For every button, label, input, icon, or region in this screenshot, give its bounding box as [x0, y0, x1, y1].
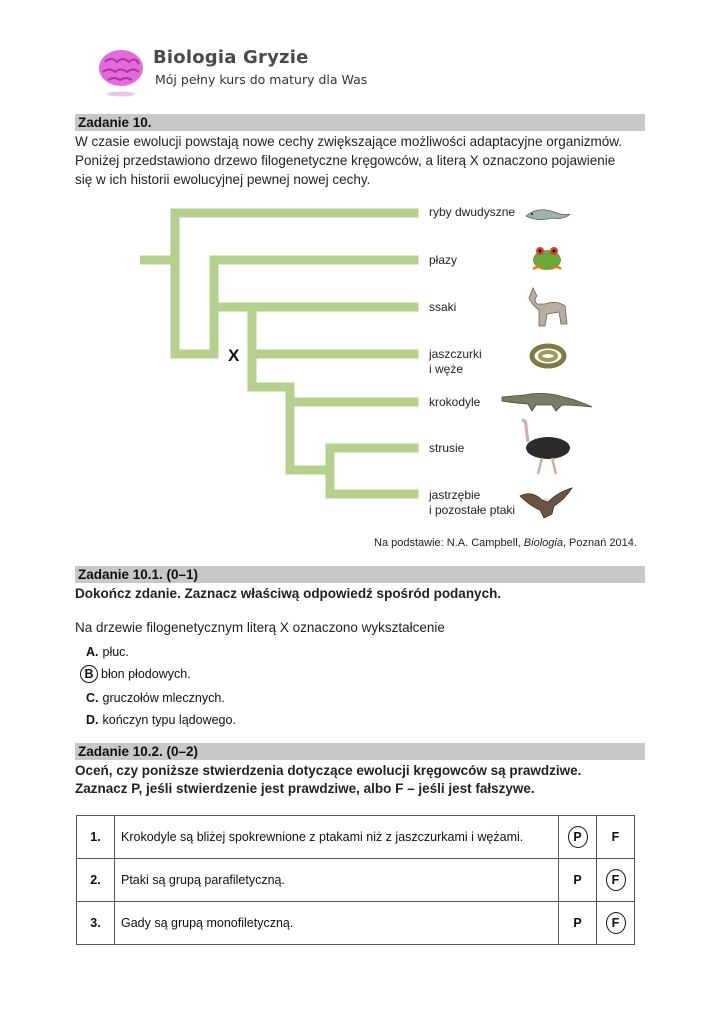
- answer-p-cell[interactable]: P: [559, 902, 597, 945]
- task1-instruction: Dokończ zdanie. Zaznacz właściwą odpowiedź spośród podanych.: [75, 586, 502, 601]
- circled-answer: F: [606, 869, 626, 891]
- option-text: kończyn typu lądowego.: [102, 713, 236, 727]
- task2-instruction-2: Zaznacz P, jeśli stwierdzenie jest prawdziwe, albo F – jeśli jest fałszywe.: [75, 781, 535, 796]
- task-intro-line-2: Poniżej przedstawiono drzewo filogenetyczne kręgowców, a literą X oznaczono pojawienie: [75, 153, 616, 168]
- crocodile-icon: [500, 387, 594, 413]
- phylogenetic-tree: [140, 196, 430, 526]
- leaf-label: i pozostałe ptaki: [429, 503, 516, 517]
- task2-instruction-1: Oceń, czy poniższe stwierdzenia dotyczące ewolucji kręgowców są prawdziwe.: [75, 763, 582, 778]
- table-row: [77, 816, 635, 859]
- leaf-label: ssaki: [429, 300, 457, 314]
- brand-subtitle: Mój pełny kurs do matury dla Was: [155, 72, 368, 87]
- answer-p-cell[interactable]: [559, 816, 597, 859]
- task2-title: Zadanie 10.2. (0–2): [78, 744, 199, 759]
- statement-text: Ptaki są grupą parafiletyczną.: [115, 859, 559, 902]
- statement-text: Krokodyle są bliżej spokrewnione z ptakami niż z jaszczurkami i wężami.: [115, 816, 559, 859]
- hawk-icon: [518, 486, 574, 520]
- source-book: Biologia: [523, 537, 563, 549]
- lungfish-icon: [524, 202, 572, 224]
- leaf-label: jaszczurki: [429, 347, 482, 361]
- option-d[interactable]: [86, 713, 236, 727]
- answer-p-cell[interactable]: P: [559, 859, 597, 902]
- circled-answer: F: [606, 912, 626, 934]
- task2-header-bar: [75, 743, 645, 760]
- task1-header-bar: [75, 566, 645, 583]
- row-number: 2.: [77, 859, 115, 902]
- task-intro-line-3: się w ich historii ewolucyjnej pewnej nowej cechy.: [75, 172, 371, 187]
- leaf-label: strusie: [429, 441, 465, 455]
- brain-logo-icon: [96, 46, 146, 98]
- frog-icon: [529, 243, 565, 273]
- answer-f-cell[interactable]: F: [597, 816, 635, 859]
- statements-table: [76, 815, 635, 945]
- selected-answer-circle: B: [80, 665, 98, 683]
- source-suffix: , Poznań 2014.: [562, 537, 637, 549]
- option-letter: A.: [86, 645, 99, 659]
- task1-stem: Na drzewie filogenetycznym literą X oznaczono wykształcenie: [75, 620, 445, 635]
- row-number: 1.: [77, 816, 115, 859]
- leaf-label: ryby dwudyszne: [429, 205, 516, 219]
- option-text: błon płodowych.: [101, 667, 191, 681]
- task1-title: Zadanie 10.1. (0–1): [78, 567, 199, 582]
- statement-text: Gady są grupą monofiletyczną.: [115, 902, 559, 945]
- table-row: [77, 902, 635, 945]
- leaf-label: i węże: [429, 362, 464, 376]
- task-title: Zadanie 10.: [78, 115, 152, 130]
- option-letter: C.: [86, 691, 99, 705]
- answer-f-cell[interactable]: [597, 902, 635, 945]
- source-citation: [374, 537, 637, 549]
- leaf-label: jastrzębie: [429, 488, 481, 502]
- snake-icon: [528, 340, 568, 370]
- task-intro-line-1: W czasie ewolucji powstają nowe cechy zwiększające możliwości adaptacyjne organizmów.: [75, 134, 622, 149]
- leaf-label: płazy: [429, 253, 458, 267]
- wolf-icon: [523, 284, 571, 328]
- circled-answer: P: [568, 826, 588, 848]
- x-marker: X: [228, 346, 240, 365]
- leaf-label: krokodyle: [429, 395, 481, 409]
- ostrich-icon: [514, 418, 574, 476]
- option-a[interactable]: [86, 645, 129, 659]
- source-prefix: Na podstawie: N.A. Campbell,: [374, 537, 524, 549]
- option-b-selected[interactable]: [80, 665, 191, 683]
- option-text: płuc.: [102, 645, 129, 659]
- option-letter: D.: [86, 713, 99, 727]
- table-row: [77, 859, 635, 902]
- brand-title: Biologia Gryzie: [153, 47, 309, 68]
- answer-f-cell[interactable]: [597, 859, 635, 902]
- option-c[interactable]: [86, 691, 225, 705]
- row-number: 3.: [77, 902, 115, 945]
- task-header-bar: [75, 114, 645, 131]
- option-text: gruczołów mlecznych.: [102, 691, 225, 705]
